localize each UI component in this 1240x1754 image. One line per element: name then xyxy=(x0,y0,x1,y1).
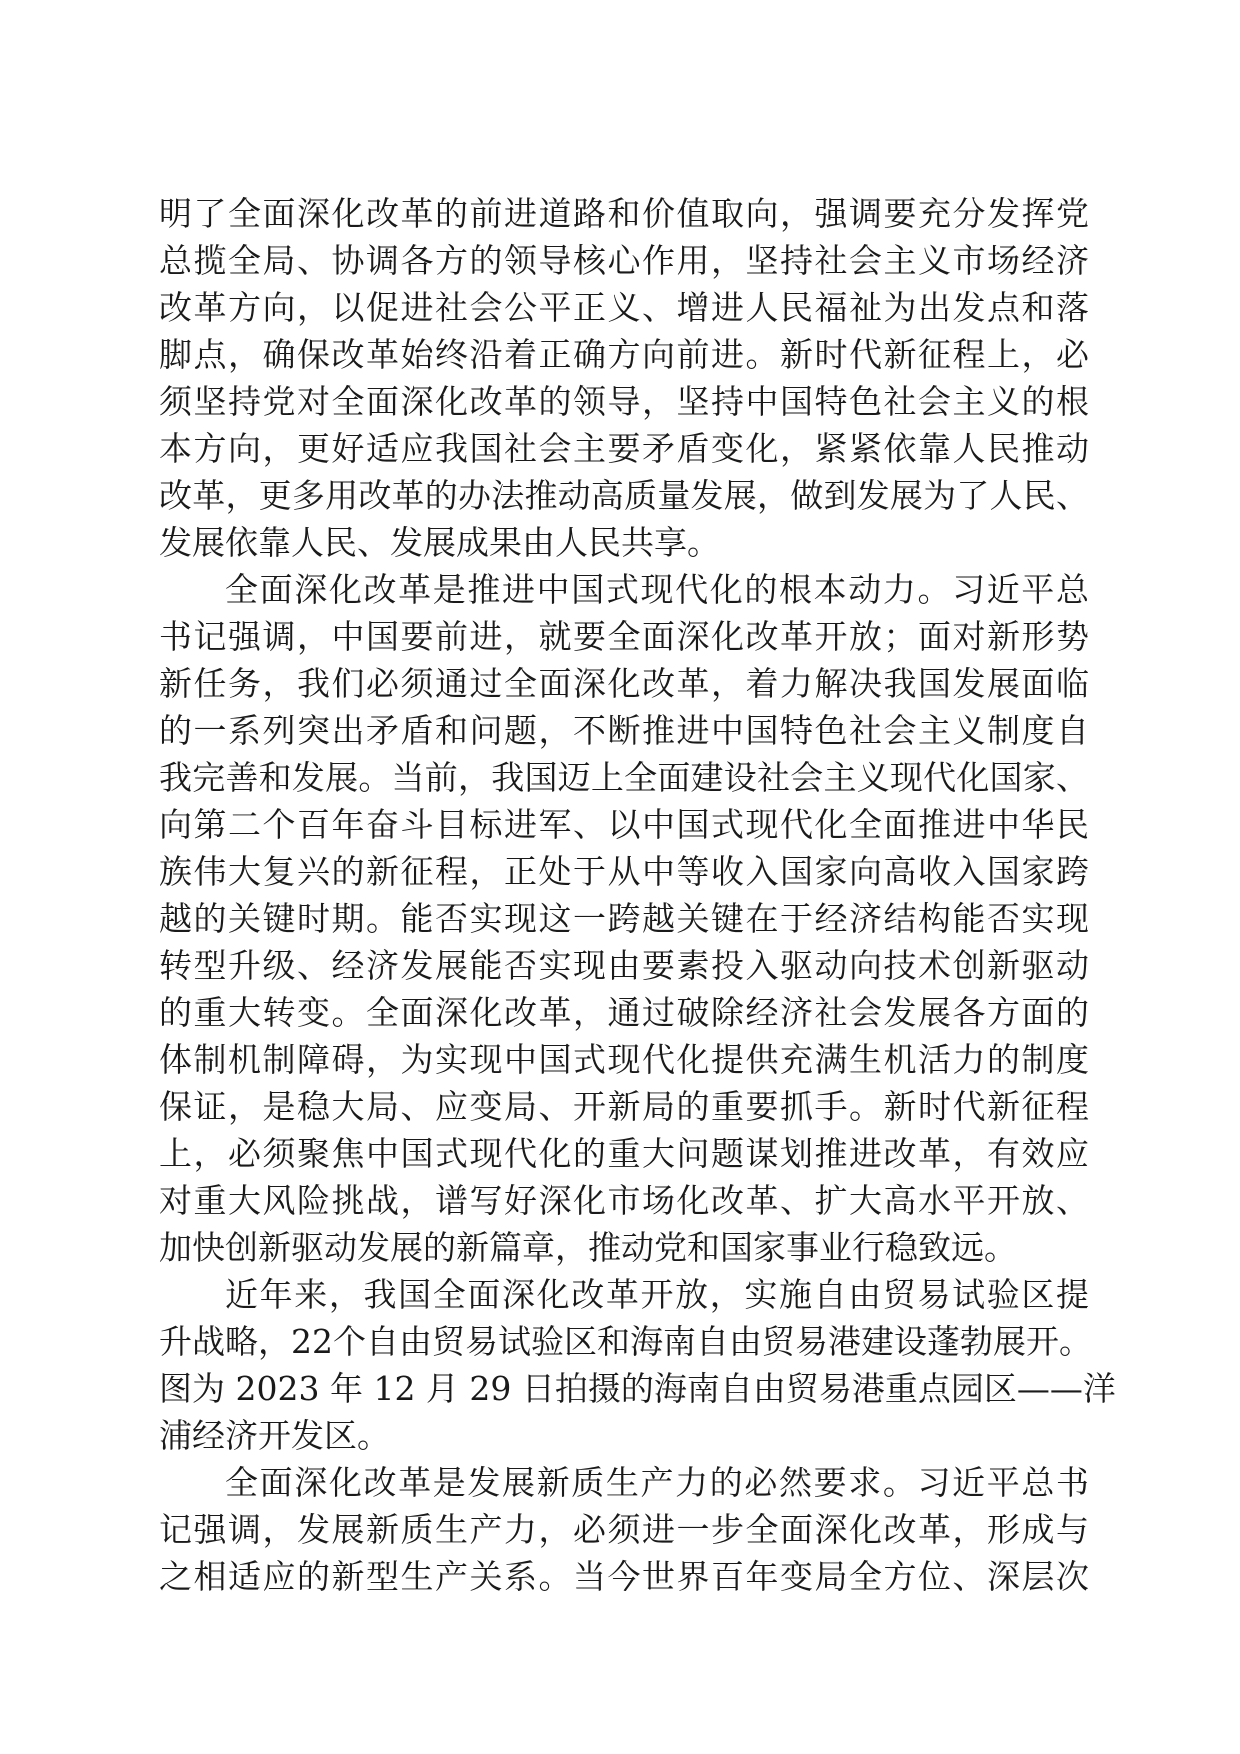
text-line: 脚点，确保改革始终沿着正确方向前进。新时代新征程上，必 xyxy=(159,335,1089,374)
paragraph xyxy=(159,1459,1089,1600)
text-line: 本方向，更好适应我国社会主要矛盾变化，紧紧依靠人民推动 xyxy=(159,429,1089,468)
paragraph xyxy=(159,566,1089,1271)
text-line: 改革方向，以促进社会公平正义、增进人民福祉为出发点和落 xyxy=(159,288,1089,327)
text-line: 保证，是稳大局、应变局、开新局的重要抓手。新时代新征程 xyxy=(159,1087,1089,1126)
text-line: 图为 2023 年 12 月 29 日拍摄的海南自由贸易港重点园区——洋 xyxy=(159,1369,1116,1408)
text-line: 浦经济开发区。 xyxy=(159,1416,390,1455)
paragraph xyxy=(159,190,1089,566)
text-line: 发展依靠人民、发展成果由人民共享。 xyxy=(159,523,720,562)
text-line: 族伟大复兴的新征程，正处于从中等收入国家向高收入国家跨 xyxy=(159,852,1089,891)
text-line: 体制机制障碍，为实现中国式现代化提供充满生机活力的制度 xyxy=(159,1040,1089,1079)
text-line: 升战略，22个自由贸易试验区和海南自由贸易港建设蓬勃展开。 xyxy=(159,1322,1092,1361)
document-page xyxy=(159,190,1116,1600)
text-line: 明了全面深化改革的前进道路和价值取向，强调要充分发挥党 xyxy=(159,194,1089,233)
text-line: 之相适应的新型生产关系。当今世界百年变局全方位、深层次 xyxy=(159,1557,1089,1596)
text-line: 加快创新驱动发展的新篇章，推动党和国家事业行稳致远。 xyxy=(159,1228,1017,1267)
text-line: 改革，更多用改革的办法推动高质量发展，做到发展为了人民、 xyxy=(159,476,1089,515)
text-line: 的重大转变。全面深化改革，通过破除经济社会发展各方面的 xyxy=(159,993,1089,1032)
text-line: 对重大风险挑战，谱写好深化市场化改革、扩大高水平开放、 xyxy=(159,1181,1089,1220)
text-line: 我完善和发展。当前，我国迈上全面建设社会主义现代化国家、 xyxy=(159,758,1089,797)
photo-caption-paragraph xyxy=(159,1271,1116,1459)
text-line: 转型升级、经济发展能否实现由要素投入驱动向技术创新驱动 xyxy=(159,946,1089,985)
text-line: 总揽全局、协调各方的领导核心作用，坚持社会主义市场经济 xyxy=(159,241,1089,280)
text-line: 的一系列突出矛盾和问题，不断推进中国特色社会主义制度自 xyxy=(159,711,1089,750)
text-line: 新任务，我们必须通过全面深化改革，着力解决我国发展面临 xyxy=(159,664,1089,703)
text-line: 向第二个百年奋斗目标进军、以中国式现代化全面推进中华民 xyxy=(159,805,1089,844)
text-line: 全面深化改革是发展新质生产力的必然要求。习近平总书 xyxy=(225,1463,1089,1502)
text-line: 越的关键时期。能否实现这一跨越关键在于经济结构能否实现 xyxy=(159,899,1089,938)
text-line: 须坚持党对全面深化改革的领导，坚持中国特色社会主义的根 xyxy=(159,382,1089,421)
text-line: 记强调，发展新质生产力，必须进一步全面深化改革，形成与 xyxy=(159,1510,1089,1549)
text-line: 上，必须聚焦中国式现代化的重大问题谋划推进改革，有效应 xyxy=(159,1134,1089,1173)
text-line: 近年来，我国全面深化改革开放，实施自由贸易试验区提 xyxy=(225,1275,1089,1314)
text-line: 书记强调，中国要前进，就要全面深化改革开放；面对新形势 xyxy=(159,617,1089,656)
text-line: 全面深化改革是推进中国式现代化的根本动力。习近平总 xyxy=(225,570,1089,609)
